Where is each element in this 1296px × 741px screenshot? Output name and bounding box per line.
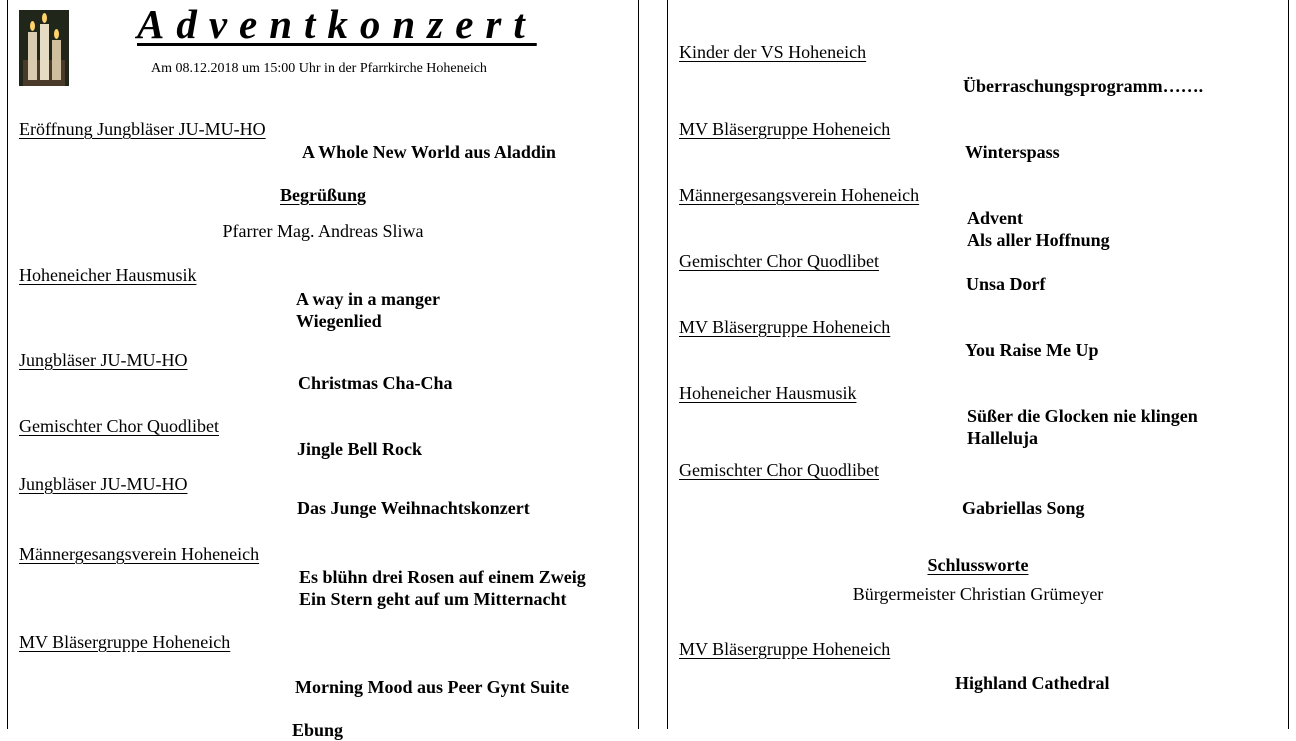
concert-date-location: Am 08.12.2018 um 15:00 Uhr in der Pfarrkirche Hoheneich [151, 61, 487, 76]
performer-name: Gemischter Chor Quodlibet [679, 251, 879, 271]
piece-title: Ebung [292, 720, 344, 740]
piece-title: Das Junge Weihnachtskonzert [297, 498, 530, 518]
performer-name: MV Bläsergruppe Hoheneich [679, 317, 891, 337]
closing-heading: Schlussworte [927, 555, 1029, 575]
piece-title: Christmas Cha-Cha [298, 373, 453, 393]
performer-name: Hoheneicher Hausmusik [19, 265, 197, 285]
piece-title: Jingle Bell Rock [297, 439, 422, 459]
piece-title: Advent [967, 208, 1024, 228]
piece-title: Wiegenlied [296, 311, 382, 331]
piece-title: Unsa Dorf [966, 274, 1046, 294]
piece-title: A way in a manger [296, 289, 440, 309]
performer-name: Hoheneicher Hausmusik [679, 383, 857, 403]
performer-name: Eröffnung Jungbläser JU-MU-HO [19, 119, 266, 139]
piece-title: Ein Stern geht auf um Mitternacht [299, 589, 567, 609]
piece-list [967, 207, 1110, 251]
performer-name: Männergesangsverein Hoheneich [19, 544, 260, 564]
greeting-heading: Begrüßung [279, 185, 367, 205]
piece-list [967, 405, 1198, 449]
piece-title: You Raise Me Up [965, 340, 1099, 360]
piece-title: Gabriellas Song [962, 498, 1085, 518]
left-page-border [7, 0, 8, 729]
performer-name: Kinder der VS Hoheneich [679, 42, 867, 62]
piece-title: Es blühn drei Rosen auf einem Zweig [299, 567, 586, 587]
left-page-divider [638, 0, 639, 729]
piece-title: A Whole New World aus Aladdin [302, 142, 556, 162]
piece-title: Morning Mood aus Peer Gynt Suite [295, 677, 570, 697]
greeting-speaker: Pfarrer Mag. Andreas Sliwa [222, 221, 424, 241]
performer-name: MV Bläsergruppe Hoheneich [679, 639, 891, 659]
right-page-divider [667, 0, 668, 729]
performer-name: Gemischter Chor Quodlibet [679, 460, 879, 480]
closing-speaker: Bürgermeister Christian Grümeyer [852, 584, 1104, 604]
right-page-border [1288, 0, 1289, 729]
performer-name: MV Bläsergruppe Hoheneich [19, 632, 231, 652]
piece-list [299, 566, 586, 610]
piece-title: Highland Cathedral [955, 673, 1110, 693]
performer-name: MV Bläsergruppe Hoheneich [679, 119, 891, 139]
piece-title: Winterspass [965, 142, 1060, 162]
performer-name: Männergesangsverein Hoheneich [679, 185, 920, 205]
piece-title: Süßer die Glocken nie klingen [967, 406, 1198, 426]
piece-list [296, 288, 440, 332]
piece-title: Als aller Hoffnung [967, 230, 1110, 250]
piece-title: Halleluja [967, 428, 1038, 448]
page-title: Adventkonzert [137, 1, 537, 47]
performer-name: Gemischter Chor Quodlibet [19, 416, 219, 436]
performer-name: Jungbläser JU-MU-HO [19, 474, 188, 494]
piece-title: Überraschungsprogramm……. [963, 76, 1204, 96]
candles-logo [19, 10, 69, 86]
performer-name: Jungbläser JU-MU-HO [19, 350, 188, 370]
